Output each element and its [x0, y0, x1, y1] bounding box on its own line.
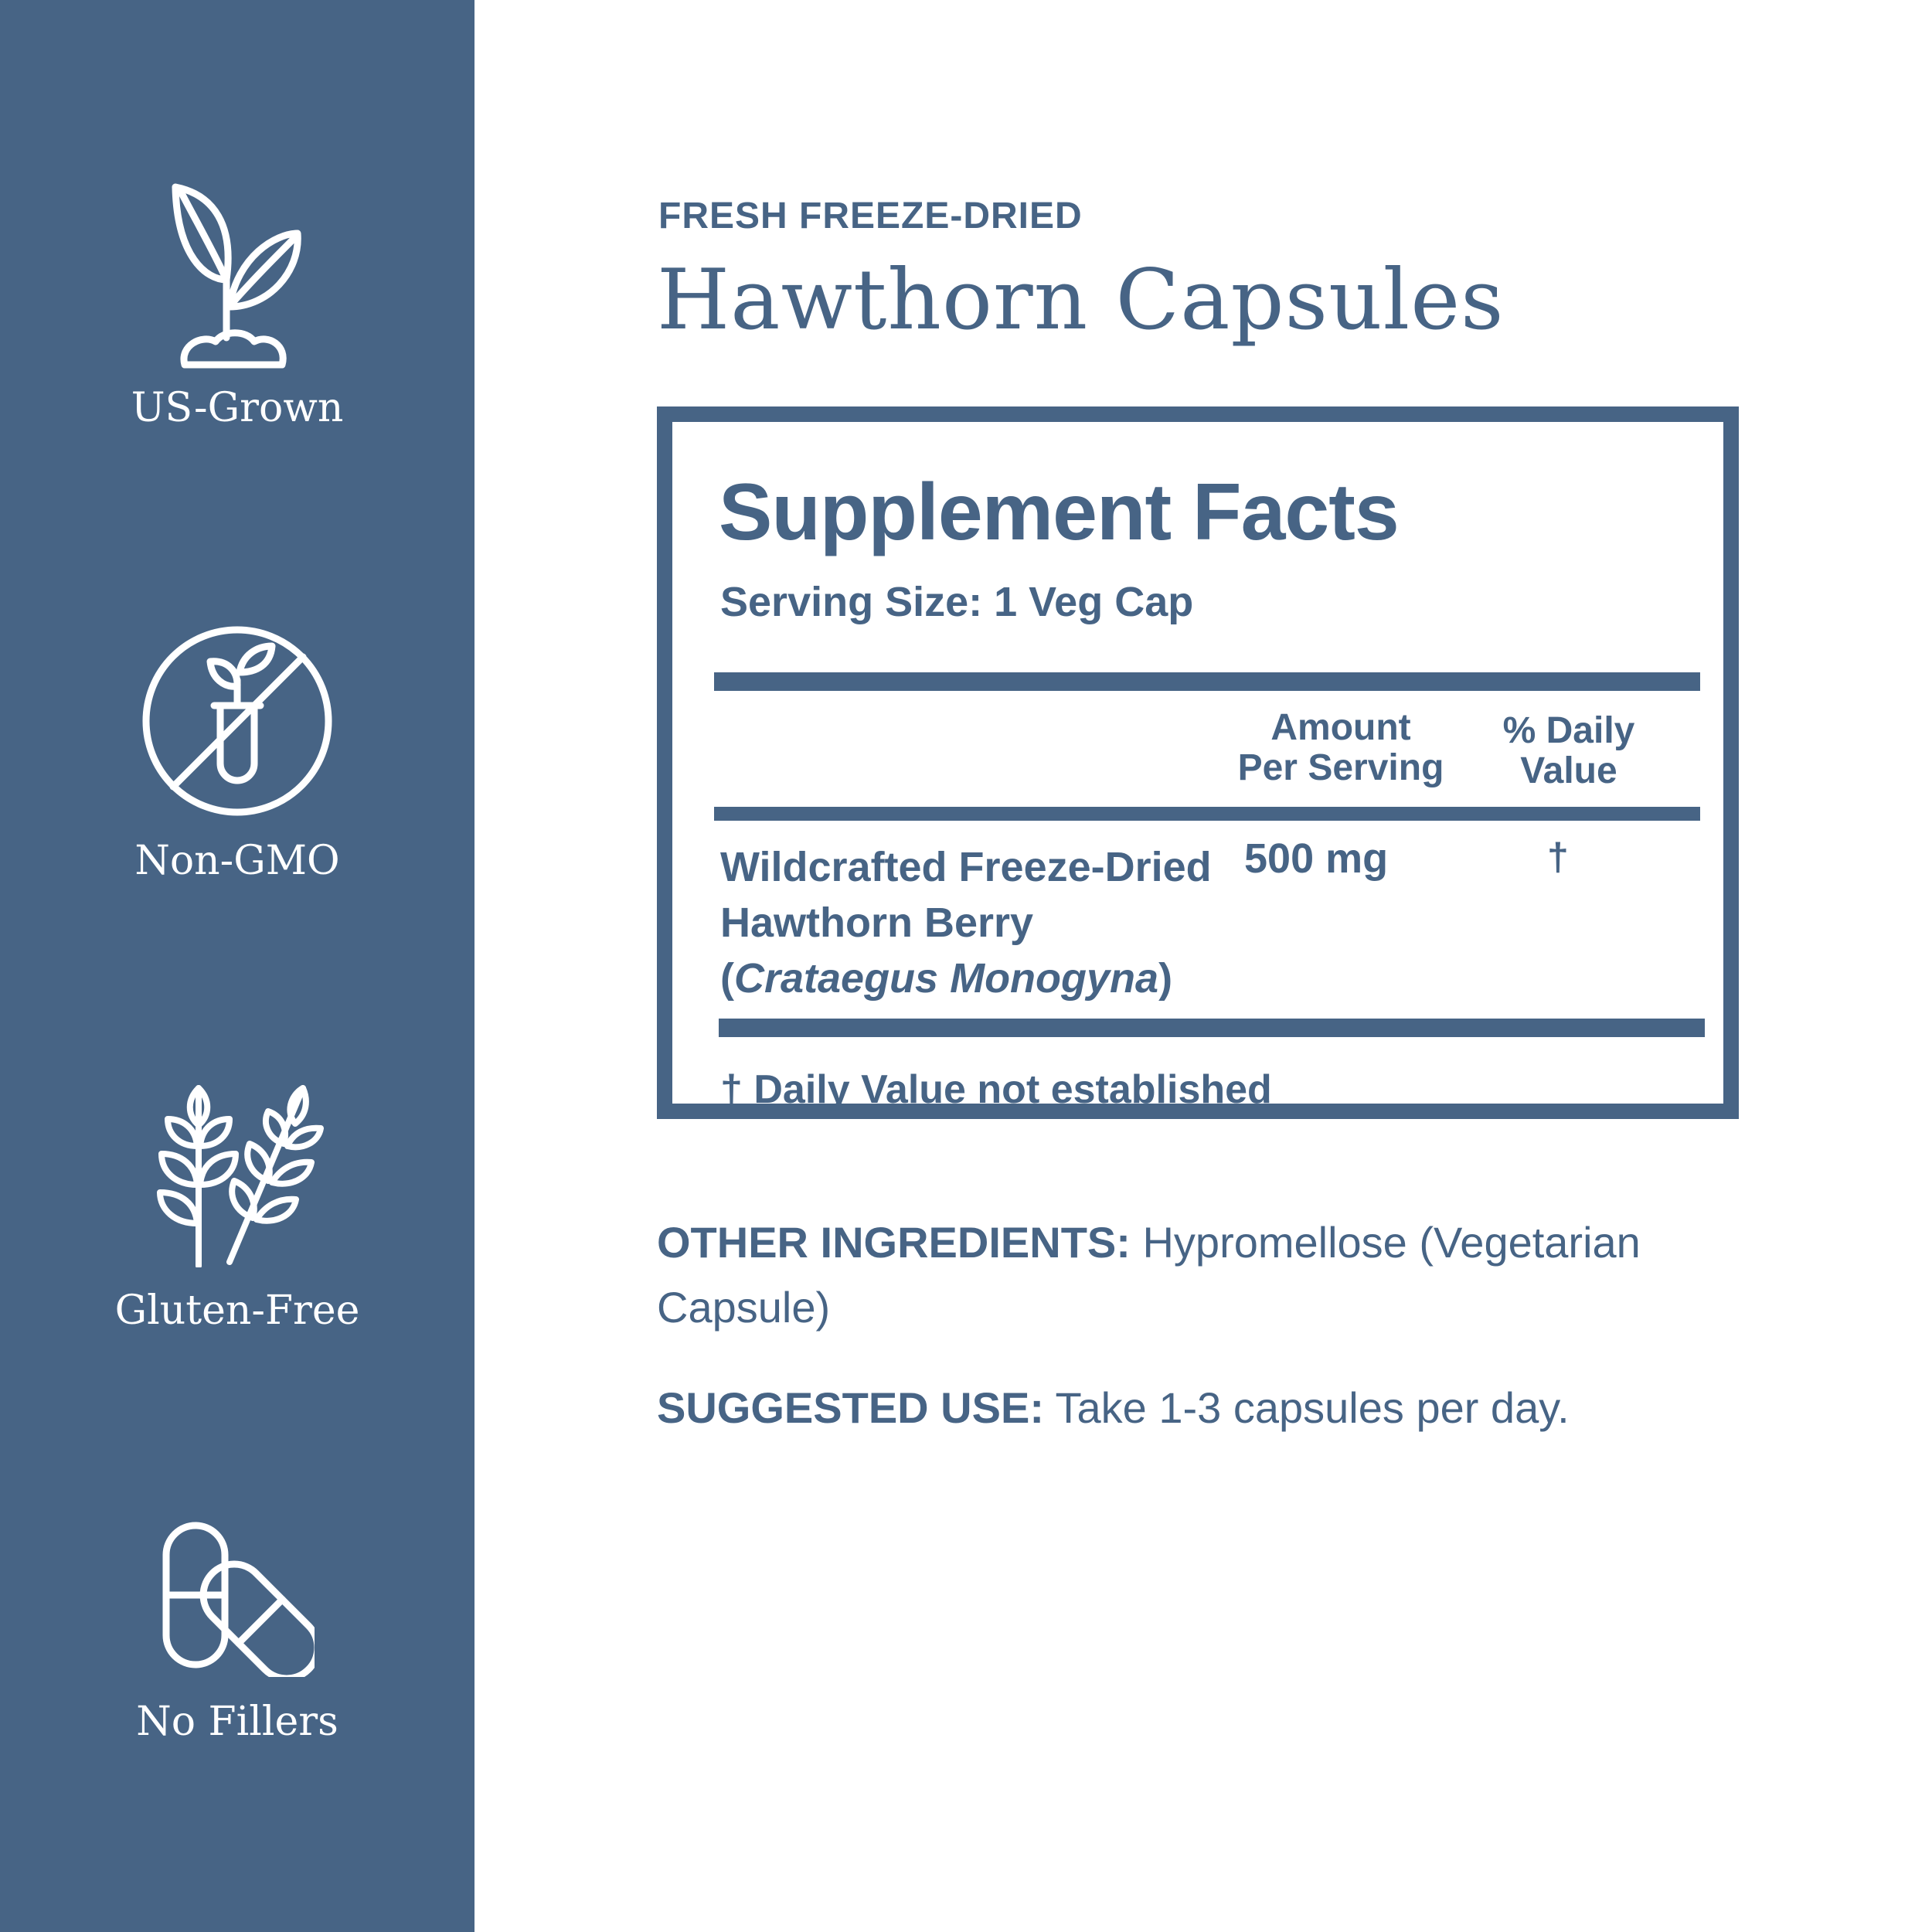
product-title: Hawthorn Capsules	[657, 252, 1505, 349]
supplement-facts-panel	[657, 406, 1739, 1119]
badge-label-non-gmo: Non-GMO	[134, 838, 340, 884]
badge-gluten-free	[0, 1073, 474, 1267]
capsules-icon	[0, 1521, 474, 1677]
other-ingredients	[657, 1210, 1754, 1340]
badge-no-fillers	[0, 1521, 474, 1677]
ingredient-amount: 500 mg	[1244, 835, 1389, 882]
divider	[714, 672, 1700, 691]
non-gmo-icon	[0, 624, 474, 818]
badge-label-no-fillers: No Fillers	[136, 1699, 338, 1745]
feature-sidebar	[0, 0, 474, 1932]
wheat-icon	[0, 1073, 474, 1267]
column-header-daily-value	[1492, 711, 1646, 791]
badge-label-us-grown: US-Grown	[131, 385, 344, 431]
ingredient-paren-open: (	[720, 955, 734, 1002]
column-header-dv-line2: Value	[1520, 750, 1617, 791]
serving-size: Serving Size: 1 Veg Cap	[720, 579, 1194, 625]
badge-us-grown	[0, 179, 474, 372]
ingredient-name	[720, 839, 1212, 1006]
ingredient-line1: Wildcrafted Freeze-Dried	[720, 844, 1212, 890]
facts-title: Supplement Facts	[719, 468, 1399, 557]
main-content	[474, 0, 1932, 1932]
daily-value-footnote: † Daily Value not established	[720, 1067, 1272, 1112]
column-header-amount	[1229, 708, 1453, 788]
divider	[714, 807, 1700, 821]
divider	[719, 1019, 1705, 1037]
ingredient-botanical-name: Crataegus Monogyna	[733, 955, 1159, 1002]
suggested-use	[657, 1376, 1754, 1440]
other-ingredients-label: OTHER INGREDIENTS:	[657, 1218, 1131, 1267]
badge-label-gluten-free: Gluten-Free	[114, 1287, 360, 1334]
column-header-dv-line1: % Daily	[1502, 710, 1635, 751]
product-eyebrow: FRESH FREEZE-DRIED	[658, 196, 1083, 236]
ingredient-paren-close: )	[1158, 955, 1173, 1002]
ingredient-daily-value: †	[1547, 835, 1569, 879]
other-ingredients-text: Hypromellose (Vegetarian Capsule)	[657, 1218, 1641, 1332]
ingredient-line2: Hawthorn Berry	[720, 900, 1034, 946]
suggested-use-text: Take 1-3 capsules per day.	[1043, 1383, 1570, 1432]
ingredient-botanical-line	[720, 951, 1212, 1006]
sprout-icon	[0, 179, 474, 372]
badge-non-gmo	[0, 624, 474, 818]
suggested-use-label: SUGGESTED USE:	[657, 1383, 1044, 1432]
column-header-amount-line2: Per Serving	[1237, 747, 1444, 788]
column-header-amount-line1: Amount	[1270, 707, 1411, 748]
